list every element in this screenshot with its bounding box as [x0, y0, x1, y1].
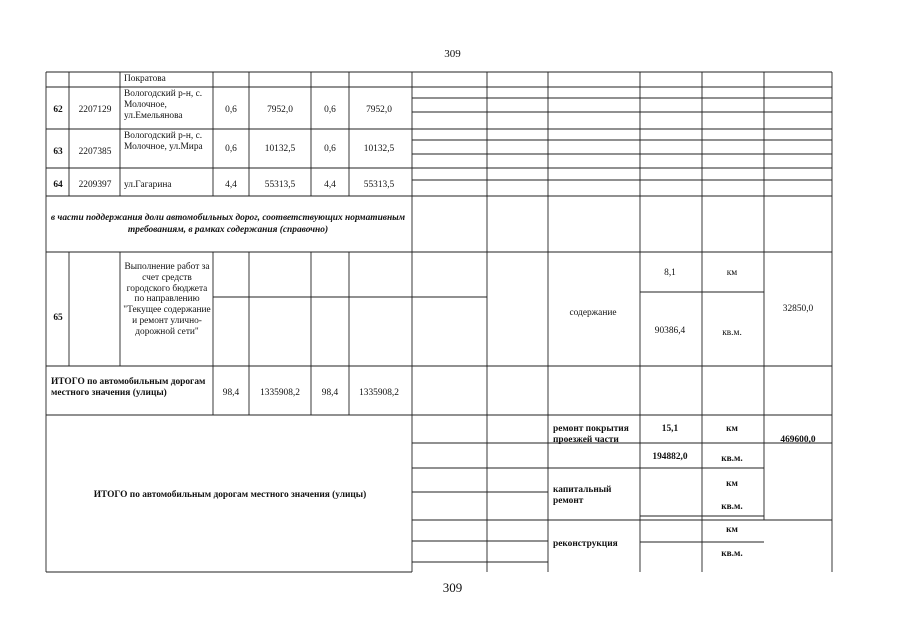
row-63-length-1: 0,6: [225, 144, 237, 154]
total-1-length-1: 98,4: [222, 388, 240, 398]
row-64-area-1: 55313,5: [264, 180, 296, 190]
row-63-area-1: 10132,5: [264, 144, 296, 154]
section-heading: в части поддержания доли автомобильных дорог, соответствующих нормативным требованиям, в рамках содержания (справочно): [50, 213, 406, 235]
capital-km-unit: км: [726, 479, 738, 489]
row-63-length-2: 0,6: [324, 144, 336, 154]
row-65-cost: 32850,0: [782, 304, 814, 314]
row-62-name: Вологодский р-н, с. Молочное, ул.Емельянова: [124, 89, 203, 121]
capital-sqm-unit: кв.м.: [721, 502, 743, 512]
capital-repair-label: капитальный ремонт: [553, 485, 612, 506]
total-1-area-2: 1335908,2: [359, 388, 399, 398]
row-65-number: 65: [53, 313, 63, 323]
row-64-length-1: 4,4: [225, 180, 237, 190]
row-63-area-2: 10132,5: [363, 144, 395, 154]
row-64-number: 64: [53, 180, 63, 190]
repair-cost: 469600,0: [780, 435, 816, 445]
repair-km-value: 15,1: [661, 424, 679, 434]
row-63-code: 2207385: [78, 147, 112, 157]
total-1-label: ИТОГО по автомобильным дорогам местного значения (улицы): [51, 377, 206, 398]
repair-label: ремонт покрытия проезжей части: [553, 424, 629, 445]
row-62-area-1: 7952,0: [267, 105, 293, 115]
row-62-code: 2207129: [78, 105, 112, 115]
row-62-number: 62: [53, 105, 63, 115]
row-65-km-unit: км: [726, 268, 738, 278]
page-number-top: 309: [444, 48, 461, 60]
row-65-sqm-value: 90386,4: [654, 326, 686, 336]
repair-sqm-value: 194882,0: [652, 452, 688, 462]
total-2-label: ИТОГО по автомобильным дорогам местного значения (улицы): [93, 490, 367, 500]
page-number-bottom: 309: [442, 580, 463, 595]
row-65-sqm-unit: кв.м.: [722, 328, 742, 338]
row-64-code: 2209397: [78, 180, 112, 190]
recon-sqm-unit: кв.м.: [721, 549, 743, 559]
row-62-area-2: 7952,0: [366, 105, 392, 115]
row-pokratova-name: Пократова: [124, 74, 166, 84]
repair-sqm-unit: кв.м.: [721, 454, 743, 464]
row-64-area-2: 55313,5: [363, 180, 395, 190]
row-62-length-1: 0,6: [225, 105, 237, 115]
row-65-km-value: 8,1: [664, 268, 676, 278]
repair-km-unit: км: [726, 424, 738, 434]
row-62-length-2: 0,6: [324, 105, 336, 115]
total-1-area-1: 1335908,2: [260, 388, 300, 398]
row-65-work-type: содержание: [569, 308, 617, 318]
row-64-name: ул.Гагарина: [124, 180, 172, 190]
row-65-name: Выполнение работ за счет средств городского бюджета по направлению "Текущее содержание и ремонт улично-дорожной сети": [123, 262, 211, 337]
reconstruction-label: реконструкция: [553, 539, 618, 549]
total-1-length-2: 98,4: [321, 388, 339, 398]
row-63-number: 63: [53, 147, 63, 157]
recon-km-unit: км: [726, 525, 738, 535]
row-64-length-2: 4,4: [324, 180, 336, 190]
row-63-name: Вологодский р-н, с. Молочное, ул.Мира: [124, 131, 203, 152]
